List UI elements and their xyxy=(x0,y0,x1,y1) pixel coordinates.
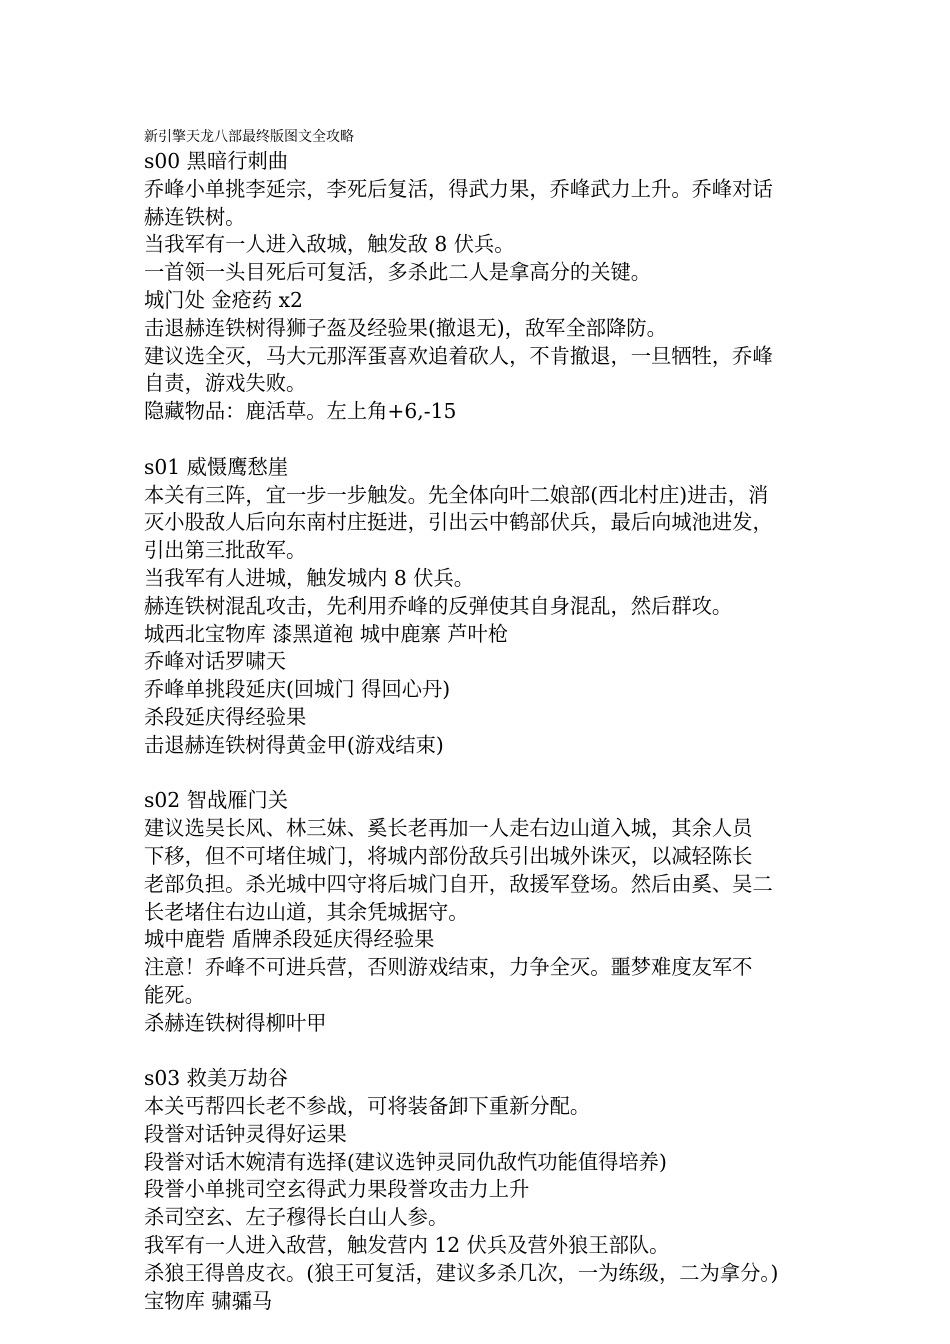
text-line: 段誉对话木婉清有选择(建议选钟灵同仇敌忾功能值得培养) xyxy=(144,1149,667,1174)
text-line: 乔峰单挑段延庆(回城门 得回心丹) xyxy=(144,677,451,702)
document-page xyxy=(144,126,824,1315)
text-line: 段誉小单挑司空玄得武力果段誉攻击力上升 xyxy=(144,1177,530,1202)
text-line: 乔峰小单挑李延宗，李死后复活，得武力果，乔峰武力上升。乔峰对话 xyxy=(144,176,773,201)
text-line: 宝物库 骕骦马 xyxy=(144,1288,273,1313)
blank-line xyxy=(144,426,824,454)
section-heading: s00 黑暗行刺曲 xyxy=(144,149,289,173)
text-line: 城西北宝物库 漆黑道袍 城中鹿寨 芦叶枪 xyxy=(144,621,509,646)
text-line: 本关丐帮四长老不参战，可将装备卸下重新分配。 xyxy=(144,1094,591,1119)
text-line: 段誉对话钟灵得好运果 xyxy=(144,1121,347,1146)
text-line: 老部负担。杀光城中四守将后城门自开，敌援军登场。然后由奚、吴二 xyxy=(144,871,773,896)
text-line: 一首领一头目死后可复活，多杀此二人是拿高分的关键。 xyxy=(144,260,652,285)
document-body xyxy=(144,148,824,1315)
text-line: 能死。 xyxy=(144,982,205,1007)
text-line: 杀赫连铁树得柳叶甲 xyxy=(144,1010,327,1035)
text-line: 隐藏物品：鹿活草。左上角+6,-15 xyxy=(144,399,457,424)
text-line: 本关有三阵，宜一步一步触发。先全体向叶二娘部(西北村庄)进击，消 xyxy=(144,482,769,507)
text-line: 赫连铁树。 xyxy=(144,204,246,229)
text-line: 引出第三批敌军。 xyxy=(144,538,307,563)
text-line: 击退赫连铁树得黄金甲(游戏结束) xyxy=(144,732,444,757)
text-line: 灭小股敌人后向东南村庄挺进，引出云中鹤部伏兵，最后向城池进发， xyxy=(144,510,773,535)
text-line: 建议选全灭，马大元那浑蛋喜欢追着砍人，不肯撤退，一旦牺牲，乔峰 xyxy=(144,343,773,368)
text-line: 杀狼王得兽皮衣。(狼王可复活，建议多杀几次，一为练级，二为拿分。) xyxy=(144,1260,779,1285)
text-line: 自责，游戏失败。 xyxy=(144,371,307,396)
text-line: 当我军有一人进入敌城，触发敌 8 伏兵。 xyxy=(144,232,515,257)
text-line: 注意！乔峰不可进兵营，否则游戏结束，力争全灭。噩梦难度友军不 xyxy=(144,955,753,980)
text-line: 建议选吴长风、林三妹、奚长老再加一人走右边山道入城，其余人员 xyxy=(144,816,753,841)
section-heading: s01 威慑鹰愁崖 xyxy=(144,454,289,479)
text-line: 击退赫连铁树得狮子盔及经验果(撤退无)，敌军全部降防。 xyxy=(144,315,667,340)
text-line: 乔峰对话罗啸天 xyxy=(144,649,286,674)
section-heading: s03 救美万劫谷 xyxy=(144,1066,289,1091)
text-line: 赫连铁树混乱攻击，先利用乔峰的反弹使其自身混乱，然后群攻。 xyxy=(144,593,733,618)
text-line: 我军有一人进入敌营，触发营内 12 伏兵及营外狼王部队。 xyxy=(144,1233,670,1258)
text-line: 杀司空玄、左子穆得长白山人参。 xyxy=(144,1205,449,1230)
text-line: 杀段延庆得经验果 xyxy=(144,704,307,729)
text-line: 城中鹿砦 盾牌杀段延庆得经验果 xyxy=(144,927,435,952)
document-title: 新引擎天龙八部最终版图文全攻略 xyxy=(144,129,354,145)
text-line: 长老堵住右边山道，其余凭城据守。 xyxy=(144,899,469,924)
text-line: 下移，但不可堵住城门，将城内部份敌兵引出城外诛灭，以减轻陈长 xyxy=(144,843,753,868)
section-heading: s02 智战雁门关 xyxy=(144,788,289,813)
blank-line xyxy=(144,1038,824,1066)
blank-line xyxy=(144,760,824,788)
text-line: 城门处 金疮药 x2 xyxy=(144,287,303,312)
text-line: 当我军有人进城，触发城内 8 伏兵。 xyxy=(144,565,475,590)
